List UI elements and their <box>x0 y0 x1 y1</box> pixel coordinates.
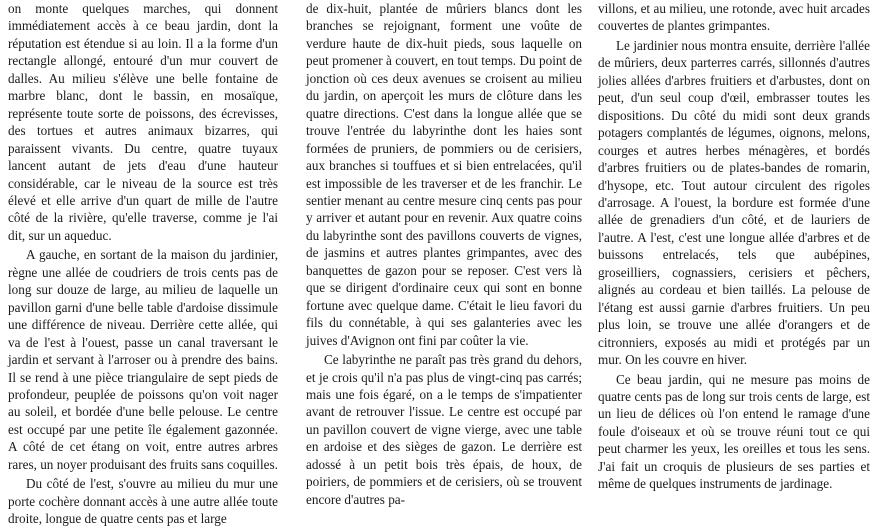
text-column-right <box>598 0 870 493</box>
paragraph: Du côté de l'est, s'ouvre au milieu du mur une porte cochère donnant accès à une autre allée toute droite, longue de quatre cents pas et large <box>8 476 278 527</box>
paragraph: villons, et au milieu, une rotonde, avec huit arcades couvertes de plantes grimpantes. <box>598 1 870 34</box>
text-column-middle <box>306 0 582 508</box>
paragraph: on monte quelques marches, qui donnent immédiatement accès à ce beau jardin, dont la réputation est étendue si au loin. Il a la forme d'un rectangle allongé, entouré d'un mur couvert de dalles. Au milieu s'élève une belle fontaine de marbre blanc, dont le bassin, en mosaïque, représente toute sorte de poissons, des écrevisses, des tortues et autres animaux bizarres, qui paraissent vivants. Du centre, quatre tuyaux lancent autant de jets d'eau d'une hauteur considérable, car le niveau de la source est très élevé et elle arrive d'un quart de mille de l'autre côté de la rivière, qu'elle traverse, comme je l'ai dit, sur un aqueduc. <box>8 1 278 243</box>
paragraph: de dix-huit, plantée de mûriers blancs dont les branches se rejoignant, forment une voûte de verdure haute de dix-huit pieds, sous laquelle on peut promener à couvert, en tout temps. Du point de jonction où ces deux avenues se croisent au milieu du jardin, on aperçoit les murs de clôture dans les quatre directions. C'est dans la longue allée que se trouve l'entrée du labyrinthe dont les haies sont formées de pruniers, de pommiers ou de cerisiers, aux branches si touffues et si bien entrelacées, qu'il est impossible de les traverser et de les franchir. Le sentier menant au centre mesure cinq cents pas pour y arriver et autant pour en revenir. Aux quatre coins du labyrinthe sont des pavillons couverts de vignes, de jasmins et autres plantes grimpantes, avec des banquettes de gazon pour se reposer. C'est vers là que se dirigent d'ordinaire ceux qui sont en bonne fortune avec quelque dame. C'était le lieu favori du fils du connétable, à qui ses galanteries avec les juives d'Avignon ont fini par coûter la vie. <box>306 1 582 348</box>
paragraph: Ce beau jardin, qui ne mesure pas moins de quatre cents pas de long sur trois cents de large, est un lieu de délices où l'on entend le ramage d'une foule d'oiseaux et où se trouve réuni tout ce qui peut charmer les yeux, les oreilles et tous les sens. J'ai fait un croquis de plusieurs de ses parties et même de quelques instruments de jardinage. <box>598 371 870 492</box>
paragraph: Ce labyrinthe ne paraît pas très grand du dehors, et je crois qu'il n'a pas plus de vingt-cinq pas carrés; mais une fois égaré, on a le temps de s'impatienter avant de retrouver l'issue. Le centre est occupé par un pavillon couvert de vigne vierge, avec une table en ardoise et des sièges de gazon. Le derrière est adossé à un petit bois très épais, de houx, de poiriers, de pommiers et de cerisiers, où se trouvent encore d'autres pa- <box>306 352 582 507</box>
paragraph: Le jardinier nous montra ensuite, derrière l'allée de mûriers, deux parterres carrés, sillonnés d'autres jolies allées d'arbres fruitiers et d'arbustes, dont on peut, d'un seul coup d'œil, embrasser toutes les dispositions. Du côté du midi sont deux grands potagers complantés de légumes, oignons, melons, courges et autres herbes ménagères, et bordés d'arbres fruitiers ou de plates-bandes de romarin, d'hysope, etc. Tout autour circulent des rigoles d'arrosage. A l'ouest, la bordure est formée d'une allée de grenadiers d'un côté, et de lauriers de l'autre. A l'est, c'est une longue allée d'arbres et de buissons entrelacés, tels que aubépines, groseilliers, cognassiers, cerisiers et pêchers, alignés au cordeau et bien taillés. La pelouse de l'étang est aussi garnie d'arbres fruitiers. Un peu plus loin, se trouve une allée d'orangers et de citronniers, exposés au midi et protégés par un mur. On les couvre en hiver. <box>598 37 870 368</box>
paragraph: A gauche, en sortant de la maison du jardinier, règne une allée de coudriers de trois cents pas de long sur douze de large, au milieu de laquelle un pavillon garni d'une belle table d'ardoise dissimule une différence de niveau. Derrière cette allée, qui va de l'est à l'ouest, passe un canal traversant le jardin et servant à l'arroser ou à prendre des bains. Il se rend à une pièce triangulaire de sept pieds de profondeur, peuplée de poissons qu'on voit nager au soleil, et bordée d'une belle pelouse. Le centre est occupé par une petite île également gazonnée. A côté de cet étang on voit, entre autres arbres rares, un noyer produisant des fruits sans coquilles. <box>8 247 278 472</box>
text-column-left <box>8 0 278 528</box>
